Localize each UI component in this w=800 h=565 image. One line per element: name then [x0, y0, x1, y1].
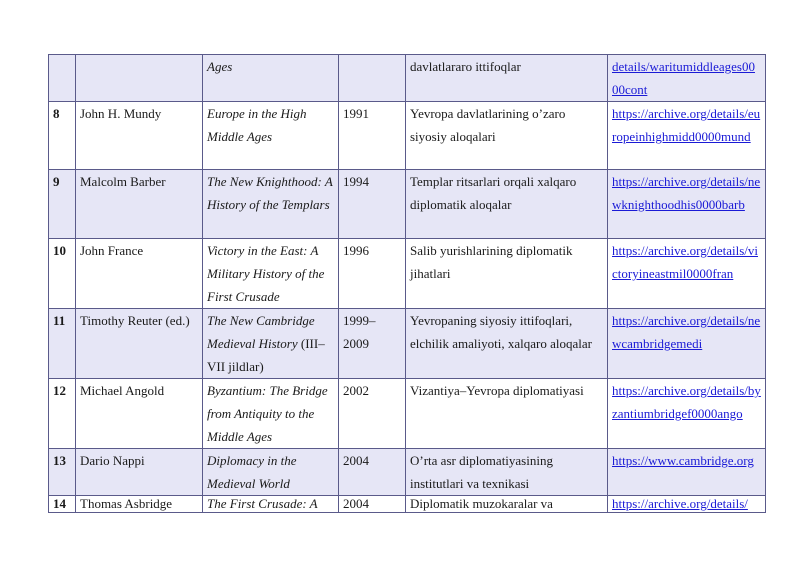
- url-cell: [608, 309, 766, 379]
- description-cell: Templar ritsarlari orqali xalqaro diplomatik aloqalar: [406, 170, 608, 239]
- description-cell: O’rta asr diplomatiyasining institutlari va texnikasi: [406, 449, 608, 496]
- url-cell: [608, 449, 766, 496]
- row-number: 12: [49, 379, 76, 449]
- title-suffix: (III–VII jildlar): [207, 336, 325, 374]
- author-cell: Timothy Reuter (ed.): [76, 309, 203, 379]
- table-row: [49, 102, 766, 170]
- year-cell: 1994: [339, 170, 406, 239]
- description-cell: Yevropaning siyosiy ittifoqlari, elchilik amaliyoti, xalqaro aloqalar: [406, 309, 608, 379]
- title-text: Europe in the High Middle Ages: [207, 106, 307, 144]
- table-row: [49, 449, 766, 496]
- url-cell: [608, 496, 766, 513]
- archive-link[interactable]: https://archive.org/details/​europeinhighmidd0000mund: [612, 106, 761, 144]
- title-cell: [203, 449, 339, 496]
- archive-link[interactable]: https://archive.org/details/​newcambridgemedi: [612, 313, 761, 351]
- year-cell: [339, 55, 406, 102]
- description-cell: davlatlararo ittifoqlar: [406, 55, 608, 102]
- title-text: The First Crusade: A: [207, 496, 318, 511]
- table-row: [49, 55, 766, 102]
- archive-link[interactable]: https://archive.org/details/​victoryineastmil0000fran: [612, 243, 758, 281]
- author-cell: John France: [76, 239, 203, 309]
- table-row: [49, 239, 766, 309]
- title-text: Victory in the East: A Military History of the First Crusade: [207, 243, 325, 304]
- title-text: The New Knighthood: A History of the Templars: [207, 174, 333, 212]
- archive-link[interactable]: https://archive.org/details/: [612, 496, 748, 511]
- url-cell: [608, 239, 766, 309]
- url-cell: [608, 379, 766, 449]
- row-number: 10: [49, 239, 76, 309]
- year-cell: 1999–2009: [339, 309, 406, 379]
- title-cell: [203, 55, 339, 102]
- title-text: Diplomacy in the Medieval World: [207, 453, 297, 491]
- table-row: [49, 170, 766, 239]
- title-cell: [203, 239, 339, 309]
- description-cell: Vizantiya–Yevropa diplomatiyasi: [406, 379, 608, 449]
- author-cell: John H. Mundy: [76, 102, 203, 170]
- bibliography-table: [48, 54, 766, 513]
- description-cell: Yevropa davlatlarining o’zaro siyosiy aloqalari: [406, 102, 608, 170]
- archive-link[interactable]: https://www.cambridge.org: [612, 453, 754, 468]
- archive-link[interactable]: https://archive.org/details/​newknighthoodhis0000bar​b: [612, 174, 761, 212]
- title-cell: [203, 309, 339, 379]
- row-number: 8: [49, 102, 76, 170]
- description-cell: Salib yurishlarining diplomatik jihatlari: [406, 239, 608, 309]
- row-number: 14: [49, 496, 76, 513]
- title-cell: [203, 170, 339, 239]
- url-cell: [608, 102, 766, 170]
- title-cell: [203, 102, 339, 170]
- row-number: 13: [49, 449, 76, 496]
- row-number: 9: [49, 170, 76, 239]
- title-cell: [203, 379, 339, 449]
- year-cell: 1991: [339, 102, 406, 170]
- author-cell: [76, 55, 203, 102]
- title-cell: [203, 496, 339, 513]
- author-cell: Thomas Asbridge: [76, 496, 203, 513]
- year-cell: 2004: [339, 496, 406, 513]
- table-row: [49, 379, 766, 449]
- table-body: [49, 55, 766, 513]
- year-cell: 1996: [339, 239, 406, 309]
- table-row: [49, 496, 766, 513]
- year-cell: 2004: [339, 449, 406, 496]
- title-text: Byzantium: The Bridge from Antiquity to the Middle Ages: [207, 383, 328, 444]
- archive-link[interactable]: https://archive.org/details/​byzantiumbridgef0000ango: [612, 383, 761, 421]
- description-cell: Diplomatik muzokaralar va: [406, 496, 608, 513]
- author-cell: Dario Nappi: [76, 449, 203, 496]
- table-row: [49, 309, 766, 379]
- row-number: 11: [49, 309, 76, 379]
- url-cell: [608, 170, 766, 239]
- title-text: Ages: [207, 59, 233, 74]
- archive-link[interactable]: details/​waritumiddleages0000cont: [612, 59, 755, 97]
- title-text: The New Cambridge Medieval History: [207, 313, 315, 351]
- author-cell: Malcolm Barber: [76, 170, 203, 239]
- row-number: [49, 55, 76, 102]
- author-cell: Michael Angold: [76, 379, 203, 449]
- year-cell: 2002: [339, 379, 406, 449]
- url-cell: [608, 55, 766, 102]
